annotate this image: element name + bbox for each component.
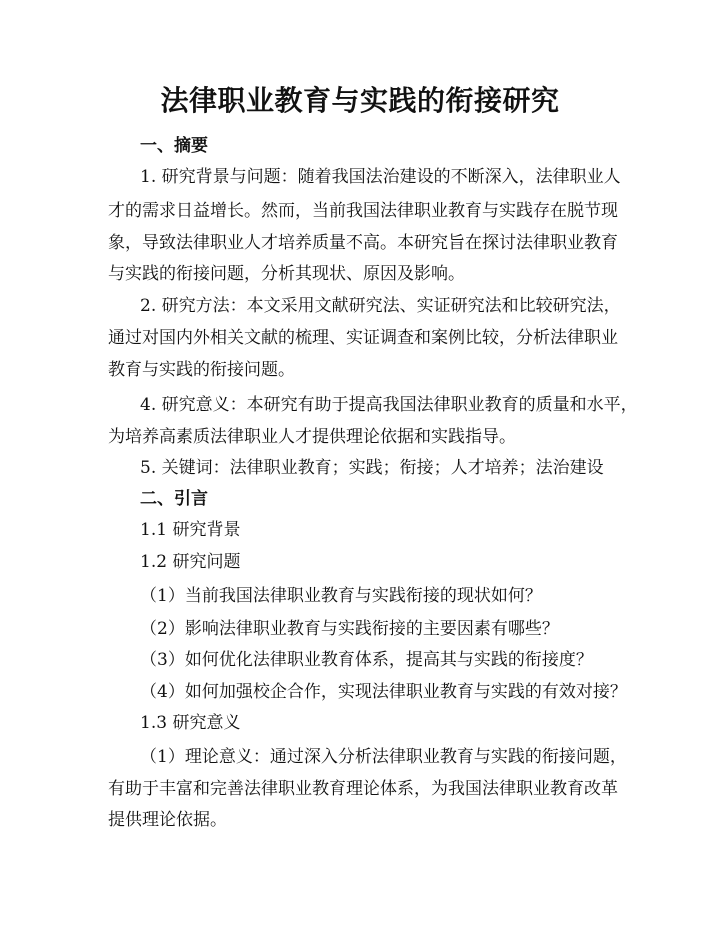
list-item: （4）如何加强校企合作，实现法律职业教育与实践的有效对接？ bbox=[140, 682, 627, 702]
list-item: （2）影响法律职业教育与实践衔接的主要因素有哪些？ bbox=[140, 619, 559, 639]
paragraph-line: 通过对国内外相关文献的梳理、实证调查和案例比较，分析法律职业 bbox=[108, 328, 618, 348]
paragraph-line: 象，导致法律职业人才培养质量不高。本研究旨在探讨法律职业教育 bbox=[108, 233, 618, 253]
paragraph-line: 有助于丰富和完善法律职业教育理论体系，为我国法律职业教育改革 bbox=[108, 779, 618, 799]
list-item: （1）当前我国法律职业教育与实践衔接的现状如何？ bbox=[140, 586, 542, 606]
subsection-label: 1.1 研究背景 bbox=[140, 520, 241, 540]
paragraph-line: 4. 研究意义：本研究有助于提高我国法律职业教育的质量和水平， bbox=[140, 395, 638, 415]
subsection-label: 1.3 研究意义 bbox=[140, 713, 241, 733]
section-heading-abstract: 一、摘要 bbox=[140, 136, 208, 156]
section-heading-introduction: 二、引言 bbox=[140, 489, 208, 509]
paragraph-line: 1. 研究背景与问题：随着我国法治建设的不断深入，法律职业人 bbox=[140, 167, 621, 187]
list-item: （3）如何优化法律职业教育体系，提高其与实践的衔接度？ bbox=[140, 650, 593, 670]
paragraph-line: 才的需求日益增长。然而，当前我国法律职业教育与实践存在脱节现 bbox=[108, 201, 618, 221]
subsection-label: 1.2 研究问题 bbox=[140, 552, 241, 572]
paragraph-line: 2. 研究方法：本文采用文献研究法、实证研究法和比较研究法， bbox=[140, 296, 621, 316]
paragraph-line: 5. 关键词：法律职业教育；实践；衔接；人才培养；法治建设 bbox=[140, 458, 604, 478]
paragraph-line: 提供理论依据。 bbox=[108, 810, 227, 830]
paragraph-line: （1）理论意义：通过深入分析法律职业教育与实践的衔接问题， bbox=[140, 747, 627, 767]
paragraph-line: 与实践的衔接问题，分析其现状、原因及影响。 bbox=[108, 264, 465, 284]
paragraph-line: 为培养高素质法律职业人才提供理论依据和实践指导。 bbox=[108, 427, 516, 447]
paragraph-line: 教育与实践的衔接问题。 bbox=[108, 360, 295, 380]
document-title: 法律职业教育与实践的衔接研究 bbox=[160, 84, 560, 117]
